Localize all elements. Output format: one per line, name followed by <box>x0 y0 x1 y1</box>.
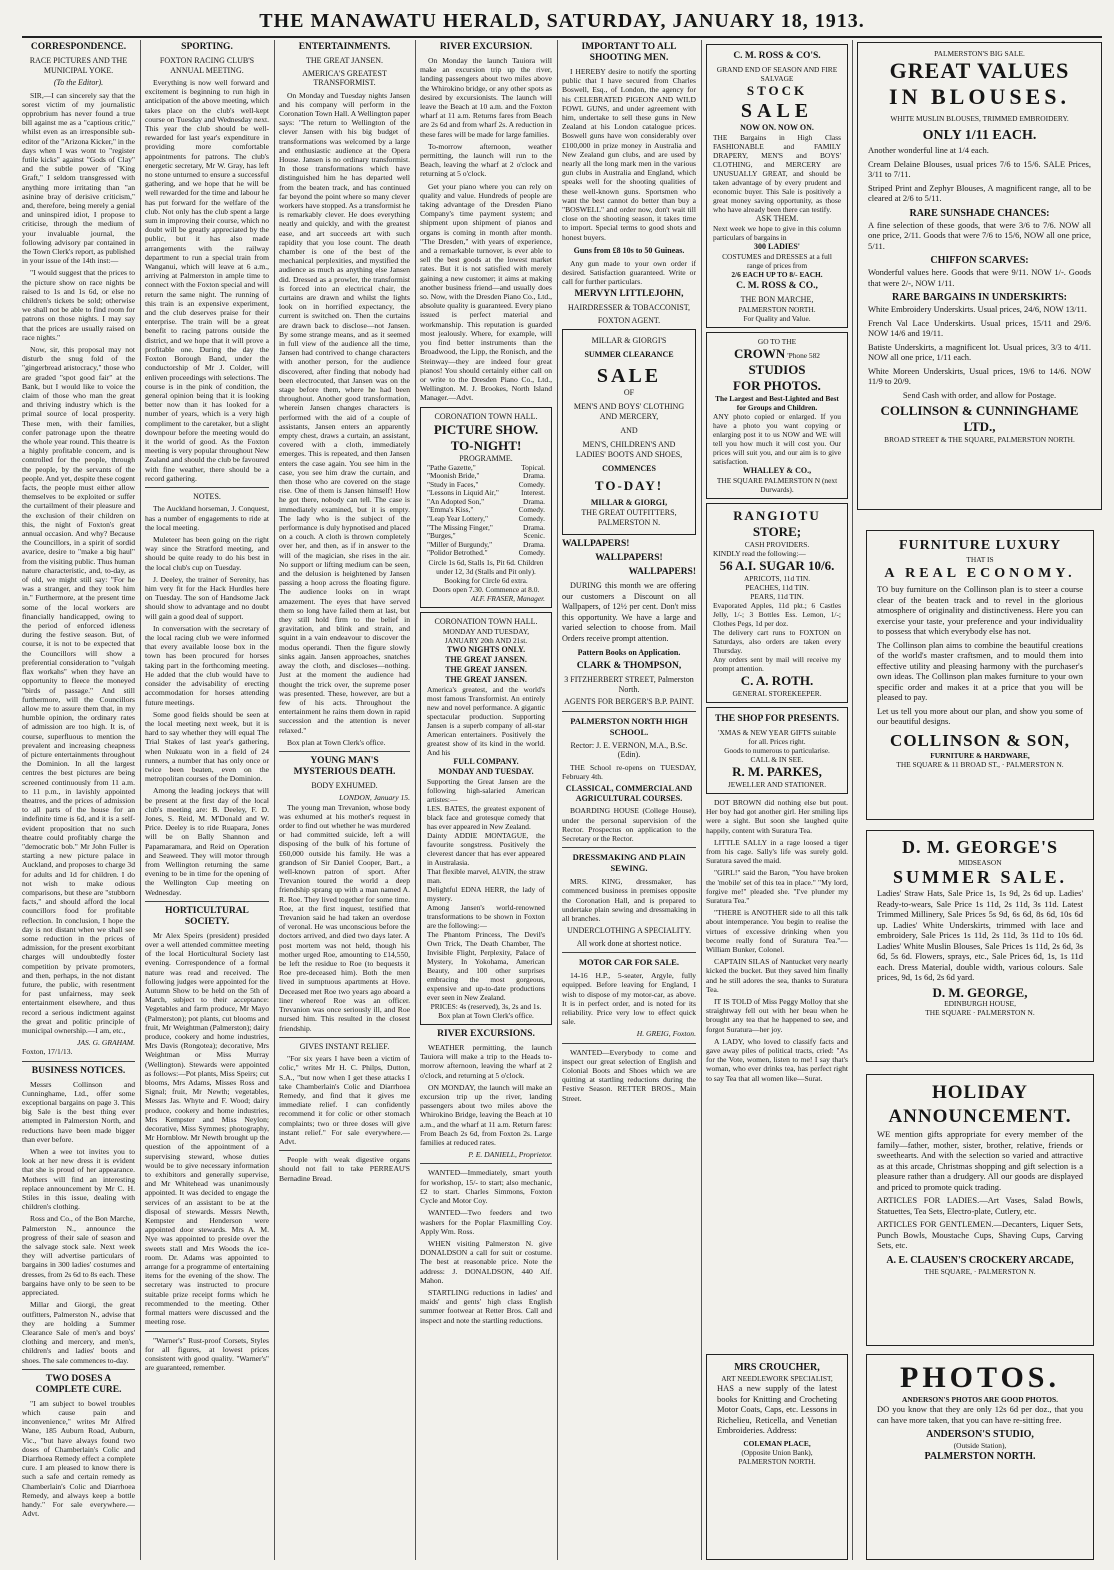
wanted-notice: WANTED—Immediately, smart youth for workshop, 15/- to start; also mechanic, £2 to start. Charles Simmons, Foxton Cycle and Motor Coy. <box>420 1168 552 1206</box>
croucher-advert <box>706 1354 848 1560</box>
rangiotu-signature: C. A. ROTH. <box>740 673 814 688</box>
programme-row <box>427 549 545 558</box>
parkes-advert <box>706 707 848 794</box>
jansen-artists: Dainty ADDIE MONTAGUE, the favourite songstress. Positively the cleverest dancer that has ever appeared in Australasia. <box>427 831 545 868</box>
crown-photos: FOR PHOTOS. <box>733 378 821 393</box>
letter-signature: JAS. G. GRAHAM. <box>77 1038 135 1048</box>
blouse-line: Cream Delaine Blouses, usual prices 7/6 to 15/6. SALE Prices, 3/11 to 7/11. <box>868 158 1091 179</box>
collinson-son-trade: FURNITURE & HARDWARE, <box>930 750 1030 760</box>
rangiotu-paragraph: Any orders sent by mail will receive my prompt attention. <box>713 655 841 673</box>
dressmaking-note: All work done at shortest notice. <box>576 938 682 948</box>
holiday-paragraph: ARTICLES FOR LADIES.—Art Vases, Salad Bowls, Statuettes, Tea Sets, Electro-plate, Cutlery, etc. <box>877 1195 1083 1216</box>
column-rule <box>852 40 853 1560</box>
wanted-notice: WANTED—Two feeders and two washers for the Poplar Flaxmilling Coy. Apply Wm. Ross. <box>420 1208 552 1236</box>
rangiotu-paragraph: Evaporated Apples, 11d pkt.; 6 Castles Jelly, 1/-; 3 Bottles Ess. Lemon, 1/-; Clothes Pegs, 1d per doz. <box>713 601 841 628</box>
section-heading: ENTERTAINMENTS. <box>298 42 391 52</box>
croucher-address: COLEMAN PLACE, <box>743 1438 811 1448</box>
programme-film: "Miller of Burgundy," <box>427 539 493 549</box>
parkes-call: CALL & IN SEE. <box>750 755 804 764</box>
letter-paragraph: SIR,—I can sincerely say that the sorest victim of my journalistic opprobrium has never found a true bill against me as a "captious critic," whilst even as an irresponsible sub-editor of the "Arizona Kicker," in the days when I was wont to "register futile kicks" against "Gods of Clay" and the subtle power of "King Graft," I seldom transgressed with anything more irritating than "an asinine bray of derisive criticism," and, therefore, being merely a genial and uninspired idiot, I propose to criticise, through the medium of your invaluable journal, the following advisory par contained in the Town Clerk's report, as published in your issue of the 14th inst:— <box>22 90 135 266</box>
retter-notice: WANTED—Everybody to come and inspect our great selection of English and Colonial Boots and Shoes which we are quitting at startling reductions during the Festive Season. RETTER BROS., Main Street. <box>562 1047 696 1103</box>
anderson-advert <box>866 1354 1094 1560</box>
relief-heading: GIVES INSTANT RELIEF. <box>299 1041 390 1051</box>
programme-genre: Scenic. <box>523 531 545 541</box>
wanted-notice: WHEN visiting Palmerston N. give DONALDSON a call for suit or costume. The best at reasonable price. Note the address: J. DONALDSON, 440 Alf. Mahon. <box>420 1238 552 1285</box>
ross-range: 2/6 EACH UP TO 8/- EACH. <box>731 270 823 279</box>
picture-show-title: PICTURE SHOW. TO-NIGHT! <box>433 421 539 453</box>
letter-title: RACE PICTURES AND THE MUNICIPAL YOKE. <box>29 56 128 75</box>
wallpaper-address: 3 FITZHERBERT STREET, Palmerston North. <box>564 675 694 694</box>
note-paragraph: In conversation with the secretary of the local racing club we were informed that every available loose box in the town has been procured for horses taking part in the forthcoming meeting. He added that the club would have to consider the advisability of erecting accommodation for horses attending future meetings. <box>145 623 269 707</box>
ross-quality: For Quality and Value. <box>743 314 811 323</box>
jansen-advert <box>420 612 552 1025</box>
rangiotu-name: RANGIOTU <box>733 508 821 523</box>
ross-paragraph: THE Bargains in High Class FASHIONABLE and FAMILY DRAPERY, MEN'S and BOYS' CLOTHING, and MERCERY are UNUSUALLY GREAT, and should be taken advantage of by every prudent and economic buyer. This Sale is positively a great money saving opportunity, as those who have already been there can testify. <box>713 133 841 214</box>
programme-film: "The Missing Finger," <box>427 522 493 532</box>
programme-film: "Moonish Bride," <box>427 471 480 481</box>
picture-manager: ALF. FRASER, Manager. <box>471 594 545 604</box>
suratura-advert: A LADY, who loved to classify facts and gave away piles of political tracts, cried: "As for the Vote, women, listen to me! I say that's woman, who ever drinks tea, has perfect right to say Tea that all women like—Surat. <box>706 1036 848 1083</box>
dressmaking-paragraph: MRS. KING, dressmaker, has commenced business in premises opposite the Coronation Hall, and is prepared to undertake plain sewing and dressmaking in all branches. <box>562 877 696 923</box>
anderson-station: (Outside Station), <box>953 1441 1007 1450</box>
george-name: D. M. GEORGE'S <box>901 837 1058 857</box>
picture-show-advert <box>420 407 552 609</box>
blouse-line: Send Cash with order, and allow for Postage. <box>902 389 1057 400</box>
river-excursion-signature: P. E. DANIELL, Proprietor. <box>468 1150 552 1160</box>
programme-genre: Comedy. <box>518 548 545 558</box>
big-sale-top: PALMERSTON'S BIG SALE. <box>934 49 1025 58</box>
mg-summer: SUMMER CLEARANCE <box>584 350 674 360</box>
motor-car-signature: H. GREIG, Foxton. <box>636 1029 696 1039</box>
dressmaking-speciality: UNDERCLOTHING A SPECIALITY. <box>566 926 692 936</box>
jansen-title: THE GREAT JANSEN. <box>445 665 527 675</box>
photos-sub: ANDERSON'S PHOTOS ARE GOOD PHOTOS. <box>902 1395 1058 1404</box>
column-adverts <box>706 40 848 1560</box>
parkes-paragraph: 'XMAS & NEW YEAR GIFTS suitable for all. Prices right. <box>718 728 836 746</box>
warner-advert: "Warner's" Rust-proof Corsets, Styles for all figures, at lowest prices consistent with good quality. "Warner's" are guaranteed, remember. <box>145 1335 269 1373</box>
rangiotu-cash: CASH PROVIDERS. <box>744 540 810 549</box>
ross-stock: STOCK <box>746 83 808 98</box>
dateline: LONDON, January 15. <box>339 793 410 803</box>
mg-signature-sub: THE GREAT OUTFITTERS, <box>581 508 677 518</box>
article-title: FOXTON RACING CLUB'S ANNUAL MEETING. <box>159 56 255 75</box>
business-notice: Millar and Giorgi, the great outfitters, Palmerston N., advise that they are holding a Summer Clearance Sale of men's and boys' clothing and mercery, and men's, children's and ladies' boots and shoes. The sale commences to-day. <box>22 1300 135 1365</box>
in-blouses: IN BLOUSES. <box>889 84 1070 109</box>
jansen-artists: Supporting the Great Jansen are the following high-salaried American artistes:— <box>427 777 545 805</box>
blouse-line: Wonderful values here. Goods that were 9/11. NOW 1/-. Goods that were 2/-, NOW 1/11. <box>868 267 1091 288</box>
ross-costumes: COSTUMES and DRESSES at a full range of prices from <box>722 252 832 270</box>
agent-name: MERVYN LITTLEJOHN, <box>574 289 684 300</box>
school-rector: Rector: J. E. VERNON, M.A., B.Sc. (Edin). <box>570 740 688 760</box>
hall-name: CORONATION TOWN HALL. <box>434 617 538 627</box>
programme-heading: PROGRAMME. <box>459 453 513 463</box>
mg-sale: SALE <box>596 365 662 388</box>
column-rule <box>274 40 275 1560</box>
jansen-artists: That flexible marvel, ALVIN, the straw man. <box>427 867 545 886</box>
programme-film: "Burges," <box>427 531 456 541</box>
furniture-paragraph: TO buy furniture on the Collinson plan is to steer a course clear of the beaten track and to revel in the glorious atmosphere of originality and distinctiveness. Here you can exercise your taste, your preference and your individuality to possess that which everybody else has not. <box>877 584 1083 636</box>
box-plan-note: Box plan at Town Clerk's office. <box>287 737 386 747</box>
mg-name: MILLAR & GIORGI'S <box>591 336 667 346</box>
shooting-heading: IMPORTANT TO ALL SHOOTING MEN. <box>581 42 677 63</box>
anderson-place: PALMERSTON NORTH. <box>924 1451 1036 1462</box>
business-notice: Messrs Collinson and Cunninghame, Ltd., offer some exceptional bargains on page 3. This big Sale is the best thing ever attempted in Palmerston North, and reductions have been made bigger than ever before. <box>22 1079 135 1144</box>
chiffon-heading: CHIFFON SCARVES: <box>930 255 1029 266</box>
section-heading: RIVER EXCURSION. <box>439 42 533 52</box>
blouse-line: French Val Lace Underskirts. Usual prices, 15/11 and 29/6. NOW 14/6 and 19/11. <box>868 317 1091 338</box>
wallpapers-heading: WALLPAPERS! <box>562 539 630 550</box>
collinson-cunninghame-address: BROAD STREET & THE SQUARE, PALMERSTON NORTH. <box>884 435 1075 444</box>
shooting-paragraph: I HEREBY desire to notify the sporting public that I have secured from Charles Boswell, Esq., of London, the agency for his CELEBRATED PIGEON AND WILD FOWL GUNS, and under agreement with him, undertake to sell these guns in New Zealand at his London catalogue prices. Boswell guns have won considerably over £100,000 in prize money in Australia and New Zealand gun clubs, and are used by nearly all the long mark men in the various gun clubs in Australia and England, which speaks well for the shooting qualities of these well-known guns. Sportsmen who want the best cannot do better than buy a "BOSWELL" and order now, don't wait till close on the shooting season, it takes time to import. Special terms to good shots and honest buyers. <box>562 67 696 242</box>
programme-film: "Leap Year Lottery," <box>427 514 488 524</box>
ross-signature: C. M. ROSS & CO., <box>736 281 818 291</box>
column-rule <box>140 40 141 1560</box>
holiday-advert <box>866 1074 1094 1346</box>
article-paragraph: On Monday the launch Tauiora will make an excursion trip up the river, landing passengers about two miles above the Whirokino bridge, or any other spots as desired by excursionists. The launch will leave the Beach at 10 a.m. and the Foxton wharf at 11 a.m. Returns fares from Beach are 2s 6d and from wharf 2s. A reduction in these fares will be made for large families. <box>420 56 552 139</box>
rangiotu-kindly: KINDLY read the following:— <box>713 549 806 558</box>
letter-addressee: (To the Editor). <box>53 78 104 87</box>
parkes-trade: JEWELLER AND STATIONER. <box>727 780 827 789</box>
great-values: GREAT VALUES <box>889 58 1070 83</box>
suratura-advert: CAPTAIN SILAS of Nantucket very nearly kicked the bucket. But they saved him finally and he still adores the sea, thanks to Suratura Tea. <box>706 957 848 994</box>
section-heading: SPORTING. <box>181 42 233 52</box>
mg-signature: MILLAR & GIORGI, <box>590 498 668 508</box>
blouse-line: Batiste Underskirts, a magnificent lot. Usual prices, 3/3 to 4/11. NOW all one price, 1/11 each. <box>868 341 1091 362</box>
george-advert <box>866 830 1094 1062</box>
programme-film: "Emma's Kiss," <box>427 505 474 515</box>
column-river-excursion <box>420 40 552 1560</box>
crown-signature: WHALLEY & CO., <box>742 466 812 475</box>
suratura-advert: "GIRL!" said the Baron, "You have broken the 'mobile' set of this tea in place." "My lord, forgive me!" pleaded she. "I've plunder my Suratura Tea." <box>706 868 848 906</box>
blouse-line: A fine selection of these goods, that were 3/6 to 7/6. NOW all one price, 2/11. Goods that were 7/6 to 15/6, NOW all one price, 5/11. <box>868 219 1091 251</box>
death-subheading: BODY EXHUMED. <box>311 780 378 790</box>
perreau-advert: People with weak digestive organs should not fail to take PERREAU'S Bernadine Bread. <box>279 1155 410 1183</box>
programme-genre: Interest. <box>520 488 545 498</box>
croucher-opposite: (Opposite Union Bank), <box>741 1447 813 1457</box>
agent-trade: HAIRDRESSER & TOBACCONIST, <box>567 303 691 313</box>
ross-advert <box>706 44 848 328</box>
rangiotu-item: APRICOTS, 11d TIN. <box>743 574 811 583</box>
suratura-advert: "THERE is ANOTHER side to all this talk about intemperance. You begin to realise the virtues of excessive drinking when you become really fond of Suratura Tea."—William Bunker, Colonel. <box>706 908 848 955</box>
motor-car-heading: MOTOR CAR FOR SALE. <box>579 957 679 968</box>
underskirts-heading: RARE BARGAINS IN UNDERSKIRTS: <box>892 292 1067 303</box>
programme-genre: Drama. <box>523 471 545 481</box>
parkes-paragraph: Goods to numerous to particularise. <box>724 746 830 755</box>
croucher-trade: ART NEEDLEWORK SPECIALIST, <box>721 1374 833 1383</box>
note-paragraph: J. Deeley, the trainer of Serenity, has him very fit for the Hack Hurdles here on Tuesday. The son of Handsome Jack should show to advantage and no doubt will gain a good deal of support. <box>145 574 269 621</box>
pattern-books: Pattern Books on Application. <box>577 648 681 658</box>
ross-300: 300 LADIES' <box>753 242 800 251</box>
mg-today: TO-DAY! <box>594 478 664 494</box>
school-boarding: BOARDING HOUSE (College House), under the personal supervision of the Rector. Prospectus on application to the Secretary or the Rector. <box>562 806 696 843</box>
white-muslin: WHITE MUSLIN BLOUSES, TRIMMED EMBROIDERY. <box>890 114 1069 123</box>
george-midseason: MIDSEASON <box>958 858 1002 867</box>
ross-name: C. M. ROSS & CO'S. <box>733 51 821 61</box>
mg-of: OF <box>623 388 635 398</box>
column-sporting <box>145 40 269 1560</box>
croucher-name: MRS CROUCHER, <box>734 1362 820 1373</box>
river-excursion-notice: ON MONDAY, the launch will make an excursion trip up the river, landing passengers about two miles above the Whirokino Bridge, leaving the Beach at 10 a.m., and the wharf at 11 a.m. Return fares: From Beach 2s 6d, from Foxton 2s. Large families at reduced rates. <box>420 1082 552 1148</box>
crown-phone: 'Phone 582 <box>787 351 821 360</box>
school-heading: PALMERSTON NORTH HIGH SCHOOL. <box>570 715 688 737</box>
crown-go: GO TO THE <box>757 337 797 346</box>
crown-studios-advert <box>706 332 848 499</box>
furniture-paragraph: Let us tell you more about our plan, and show you some of our beautiful designs. <box>877 705 1083 726</box>
column-entertainments <box>279 40 410 1560</box>
george-paragraph: Ladies' Straw Hats, Sale Price 1s, 1s 9d, 2s 6d up. Ladies' Ready-to-wears, Sale Price 1s 11d, 2s 11d, 3s 11d. Latest Trimmed Millinery, Sale Prices 5s 9d, 6s 6d, 8s 6d, 10s 6d up. Ladies' White Underskirts, trimmed with lace and embroidery, Sale Prices 1s 11d, 2s 11d, 3s 11d to 10s 6d. Ladies' White Muslin Blouses, Sale Prices 1s 11d, 2s 6d, 3s 6d, 5s 6d. Flowers, sprays, etc., Sale Prices 6d, 1s, 1s 11d each. Dress Material, double width, various colours. Sale prices, 9d, 1s 6d, 2s 6d yard. <box>877 888 1083 982</box>
holiday-heading: HOLIDAY ANNOUNCEMENT. <box>888 1082 1072 1127</box>
mg-line: MEN'S AND BOYS' CLOTHING AND MERCERY, <box>573 402 685 422</box>
river-excursion-notice: WEATHER permitting, the launch Tauiora will make a trip to the Heads to-morrow afternoon, leaving the wharf at 2 o'clock, and returning at 5 o'clock. <box>420 1043 552 1080</box>
george-summer-sale: SUMMER SALE. <box>892 867 1067 887</box>
jansen-title: THE GREAT JANSEN. <box>445 655 527 665</box>
mg-line: MEN'S, CHILDREN'S AND LADIES' BOOTS AND SHOES, <box>575 440 683 460</box>
article-paragraph: On Monday and Tuesday nights Jansen and his company will perform in the Coronation Town Hall. A Wellington paper says: "The return to Wellington of the clever Jansen with his big budget of transformations was welcomed by a large and enthusiastic audience at the Opera House. Jansen is no ordinary transformist. In those transformations which have distinguished him he has departed well from the beaten track, and has continued far beyond the point where so many clever workers have stopped. As a transformist he is remarkably clever. He does everything neatly and quickly, and with the greatest ease, and art succeeds art with such rapidity that you lose count. The death chamber is one of the best of the mechanical perplexities, and mystified the audience as much as anything else Jansen did. Dressed as a prowler, the transformist is forced into an electrical chair, the curtains are drawn and whilst the lights look on in horrified expectancy, the current is switched on. Then the curtains are drawn back to disclose—not Jansen. By some strange means, and as it seemed in full view of the audience all the time, Jansen had contrived to change characters with another person, for the audience discovered, after finding that nobody had been electrocuted, that Jansen was on the stage before them, where he had been throughout. Another good transformation, wherein Jansen changes characters is performed with the aid of a couple of assistants, Jansen enters an apparently empty chest, draws a curtain, an assistant, covered with a cloth, immediately emerges. This is repeated, and then Jansen enters the case again. You see him in the case, you see him draw the curtain, and then those who are covered on the stage rise. One of them is Jansen himself! How he got there, nobody can tell. The case is immediately examined, but it is empty. The lady who is the subject of the performance is duly hypnotised and placed on a couch. A cloth is thrown completely over her, and then, as if in answer to the will of the magician, she rises in the air. No support or lifting medium can be seen, and the delusion is heightened by Jansen passing a hoop across the floating figure. The audience looks on in wrapt amazement. The eyes that have served them so long have failed them at last, but they still hold firm to the belief in gravitation, and blink and strain, and squint in a vain endeavour to discover the modus operandi. Then the figure slowly sinks again. Jansen approaches, snatches away the cloth, and discloses—nothing. Just at the moment the audience had thought the trick over, the supreme poser was presented. These, however, are but a few of his acts. Throughout the entertainment he rains them down in rapid succession and the attention is never relaxed." <box>279 90 410 735</box>
jansen-artists: Delightful EDNA HERR, the lady of mystery. <box>427 885 545 904</box>
crown-paragraph: ANY photo copied or enlarged. If you have a photo you want copying or enlarging post it to us NOW and WE will tell you how much it will cost you. Our prices will suit you, and our aim is to give satisfaction. <box>713 412 841 466</box>
crown-address: THE SQUARE PALMERSTON N (next Durwards). <box>716 476 838 494</box>
furniture-advert <box>866 530 1094 820</box>
crown-studios: STUDIOS <box>748 362 806 377</box>
rangiotu-item: PEARS, 11d TIN. <box>750 592 804 601</box>
horticultural-heading: HORTICULTURAL SOCIETY. <box>165 905 249 927</box>
column-correspondence <box>22 40 135 1560</box>
blouses-advert <box>857 42 1102 510</box>
school-courses: CLASSICAL, COMMERCIAL AND AGRICULTURAL COURSES. <box>565 784 693 803</box>
millar-giorgi-advert <box>562 329 696 535</box>
mg-place: PALMERSTON N. <box>597 518 661 528</box>
ross-now-on: NOW ON. NOW ON. <box>740 123 814 132</box>
section-heading: CORRESPONDENCE. <box>30 42 127 52</box>
river-excursions-heading: RIVER EXCURSIONS. <box>437 1029 535 1040</box>
croucher-place: PALMERSTON NORTH. <box>738 1456 816 1466</box>
hall-name: CORONATION TOWN HALL. <box>434 411 538 421</box>
jansen-two-nights: TWO NIGHTS ONLY. <box>446 645 526 655</box>
article-paragraph: To-morrow afternoon, weather permitting, the launch will run to the Beach, leaving the wharf at 2 o'clock and returning at 5 o'clock. <box>420 141 552 179</box>
letter-place-date: Foxton, 17/1/13. <box>22 1047 73 1057</box>
rangiotu-sugar: 56 A.I. SUGAR 10/6. <box>719 558 835 573</box>
furniture-real-economy: A REAL ECONOMY. <box>884 566 1076 581</box>
blouse-line: White Embroidery Underskirts. Usual prices, 24/6, NOW 13/11. <box>868 304 1087 314</box>
jansen-artists: Among Jansen's world-renowned transformations to be shown in Foxton are the following:— <box>427 903 545 931</box>
jansen-artists: LES. BATES, the greatest exponent of black face and grotesque comedy that has ever appeared in New Zealand. <box>427 804 545 832</box>
suratura-advert: IT IS TOLD of Miss Peggy Molloy that she straightway fell out with her beau when he brought any tea that he happened to see, and forgot Suratura—her joy. <box>706 997 848 1034</box>
gun-prices: Guns from £8 10s to 50 Guineas. <box>573 245 685 255</box>
george-signature: D. M. GEORGE, <box>932 984 1028 1000</box>
george-address: THE SQUARE · PALMERSTON N. <box>925 1007 1035 1017</box>
crown-best: The Largest and Best-Lighted and Best for Groups and Children. <box>715 394 839 412</box>
programme-genre: Comedy. <box>518 479 545 489</box>
furniture-paragraph: The Collinson plan aims to combine the beautiful creations of the world's master craftsmen, and to mould them into effective utility and pleasing harmony with the purchaser's own ideas. The Collinson plan makes furniture to your own specific order and makes it at a price that you will be pleased to pay. <box>877 639 1083 702</box>
ross-line: GRAND END OF SEASON AND FIRE SALVAGE <box>716 65 838 83</box>
note-paragraph: Some good fields should be seen at the local meeting next week, but it is hard to say whether they will equal The Trial Stakes of last year's gathering, when Nukuatu won in a field of 24 runners, a number that has only once or twice been beaten, even on the metropolitan courses of the Dominion. <box>145 709 269 784</box>
programme-genre: Drama. <box>523 522 545 532</box>
letter-paragraph: "I would suggest that the prices to the picture show on race nights be raised to 1s and 1s 6d, or else no children's tickets be sold; otherwise we shall not be able to find room for patrons on those nights. I may say that the prices are usually raised on race nights." <box>22 268 135 342</box>
rangiotu-store: STORE; <box>752 524 802 539</box>
furniture-heading: FURNITURE LUXURY <box>898 538 1062 553</box>
jansen-prices: PRICES: 4s (reserved), 3s, 2s and 1s. <box>430 1002 542 1012</box>
picture-doors: Doors open 7.30. Commence at 8.0. <box>432 585 540 595</box>
masthead: THE MANAWATU HERALD, SATURDAY, JANUARY 18, 1913. <box>22 10 1102 38</box>
jansen-title: THE GREAT JANSEN. <box>445 675 527 685</box>
dressmaking-heading: DRESSMAKING AND PLAIN SEWING. <box>572 852 686 874</box>
ross-sale: SALE <box>740 100 814 122</box>
anderson-name: ANDERSON'S STUDIO, <box>926 1429 1034 1440</box>
shooting-paragraph: Any gun made to your own order if desired. Satisfaction guaranteed. Write or call for further particulars. <box>562 258 696 287</box>
business-notice: When a wee tot invites you to look at her new dress it is evident that she is proud of her appearance. Mothers will find an interesting replace announcement by Mr C. H. Stiles in this issue, dealing with children's clothing. <box>22 1147 135 1212</box>
jansen-full-company: FULL COMPANY. <box>453 757 519 767</box>
furniture-that-is: THAT IS <box>966 555 994 564</box>
only-price: ONLY 1/11 EACH. <box>922 128 1037 143</box>
horticultural-paragraph: Mr Alex Speirs (president) presided over a well attended committee meeting of the local Horticultural Society last evening. Correspondence of a formal nature was read and received. The following judges were appointed for the Autumn Show to be held on the 5th of March, subject to their acceptance: Vegetables and farm produce, Mr Mayo (Palmerston); pot plants, cut blooms and fruit, Mr Weightman (Palmerston); dairy produce, cookery and home industries, Mrs Davis (Rongotea); decorative, Mrs Weightman or Miss Murray (Wellington). Stewards were appointed as follows:—Pot plants, Miss Speirs; cut blooms, Mrs Adams, Misses Ross and Signal; fruit, Mr Newth; vegetables, Messrs Jas. Whyte and F. Wood; dairy produce, cookery and home industries, Mrs Kempster and Miss Neylon; decorative, Miss Symmes; photography, Mr Hornblow. Mr Newth brought up the question of the appointment of a supervising steward, whose duties would be to give necessary information to exhibitors and generally supervise, and Mr Whitehead was unanimously appointed. It was decided to engage the services of an assistant to be at the disposal of stewards. Messrs Newth, Kempster and Henderson were appointed door stewards. Mrs A. M. Nye was appointed to preside over the sweets stall and Mrs Woods the ice-room. Dr. Adams was appointed to arrange for a programme of entertaining items for the evening of the show. The secretary was instructed to procure suitable prize receipt forms which he recommended to the meeting. Other formal matters were discussed and the meeting rose. <box>145 930 269 1327</box>
jansen-box-plan: Box plan at Town Clerk's office. <box>438 1011 534 1021</box>
notes-heading: NOTES. <box>193 491 221 501</box>
programme-film: "Polidor Betrothed." <box>427 548 488 558</box>
column-rule <box>557 40 558 1560</box>
rangiotu-item: PEACHES, 11d TIN. <box>745 583 809 592</box>
death-paragraph: The young man Trevanion, whose body was exhumed at his mother's request in order to find out whether he was murdered or had committed suicide, left a will disposing of the bulk of his fortune of £60,000 outside his family. He was a grandson of Sir Daniel Cooper, Bart., a well-known patron of sport. After Trevanion toured the world a deep friendship sprang up with a man named A. R. Roe. They lived together for some time. Roe, at the first inquest, testified that Trevanion said he had taken an overdose of veronal. He was unconscious before the doctors arrived, and died two days later. A post mortem was not held, though his mother urged Roe, amounting to £14,550, be left the residue to Roe (to bequests it Roe pre-deceased him). Both the men lived in sumptuous apartments at Hove. Deceased met Roe two years ago aboard a liner whereof Roe was an officer. Trevanion was once seriously ill, and Roe nursed him. This resulted in the closest friendship. <box>279 802 410 1033</box>
article-title: THE GREAT JANSEN. <box>306 56 383 65</box>
ross-paragraph: Next week we hope to give in this column particulars of bargains in <box>713 224 841 242</box>
wallpapers-heading: WALLPAPERS! <box>628 567 696 578</box>
business-heading: BUSINESS NOTICES. <box>31 1065 126 1076</box>
column-shooting-men <box>562 40 696 1560</box>
jansen-description: America's greatest, and the world's most famous Transformist. An entirely new and novel performance. A gigantic spectacular production. Supporting Jansen is a superb company of all-star American entertainers. Positively the greatest show of its kind in the world. And his <box>427 685 545 758</box>
holiday-paragraph: ARTICLES FOR GENTLEMEN.—Decanters, Liquer Sets, Punch Bowls, Moustache Cups, Shaving Cups, Carving Sets, etc. <box>877 1219 1083 1250</box>
note-paragraph: Muleteer has been going on the right way since the Stratford meeting, and should be quite ready to do his best in the local club's cup on Tuesday. <box>145 535 269 572</box>
note-paragraph: The Auckland horseman, J. Conquest, has a number of engagements to ride at the local meeting. <box>145 504 269 532</box>
death-heading: YOUNG MAN'S MYSTERIOUS DEATH. <box>293 755 396 777</box>
article-subtitle: AMERICA'S GREATEST TRANSFORMIST. <box>302 68 387 87</box>
photos-paragraph: DO you know that they are only 12s 6d per doz., that you can have more taken, that you can have re-sitting free. <box>877 1404 1083 1425</box>
school-paragraph: THE School re-opens on TUESDAY, February 4th. <box>562 762 696 782</box>
george-house: EDINBURGH HOUSE, <box>944 998 1016 1008</box>
wanted-notice: STARTLING reductions in ladies' and maids' and gents' high class English summer footwear at Retter Bros. Call and inspect and note the startling reductions. <box>420 1287 552 1325</box>
clausen-address: THE SQUARE, · PALMERSTON N. <box>924 1266 1036 1276</box>
croucher-paragraph: HAS a new supply of the latest books for Knitting and Crocheting Motor Coats, Caps, etc. Lessons in Richelieu, Reticella, and Venetian Embroideries. Address: <box>717 1383 837 1435</box>
blouse-line: White Moreen Underskirts, Usual prices, 19/6 to 14/6. NOW 11/9 to 20/9. <box>868 365 1091 386</box>
cure-paragraph: "I am subject to bowel troubles which cause pain and inconvenience," writes Mr Alfred Wane, 185 Auburn Road, Auburn, Vic., "but have always found two doses of Chamberlain's Colic and Diarrhoea Remedy effect a complete cure. I am pleased to know there is such a safe and certain remedy as Chamberlain's Colic and Diarrhoea Remedy, and always keep a bottle handy." For sale everywhere.—Advt. <box>22 1398 135 1519</box>
suratura-advert: LITTLE SALLY in a rage loosed a tiger from his cage. Sally's life was surely gold. Suratura saved the maid. <box>706 837 848 866</box>
parkes-name: R. M. PARKES, <box>732 764 822 779</box>
wallpapers-paragraph: DURING this month we are offering our customers a Discount on all Wallpapers, of 12½ per cent. Don't miss this opportunity. We have a large and varied selection to choose from. Mail Orders receive prompt attention. <box>562 581 696 643</box>
column-rule <box>701 40 702 1560</box>
letter-paragraph: Now, sir, this proposal may not disturb the snug fold of the "gingerbread aristocracy," those who are graded "spot good fair" at the Bank, but I would like to voice the claim of those who man the great and thriving industry which is the primal source of local prosperity. These men, with their families, confer patronage upon the theatre the whole year round. This theatre is a highly profitable concern, and is controlled for the people, through the people, by the servants of the people. And yet, despite these cogent facts, the people must either allow themselves to be exploited or suffer the curtailment of their pleasure and the exclusion of their children on this, the night of Foxton's great annual occasion. And why? Because the Councillors, in a spirit of sordid avarice, desire to "make a big haul" from the visiting public. Thus human nature characteristic, and, to-day, as of old, we might still say: "For he was a stranger, and they took him in." Furthermore, at the present time some of the local workers are financially handicapped, owing to the period of enforced idleness during the festive season. But, of course, it is not to be expected that the Councillors will show a preferential consideration to "vulgah flax workahs" when they have an opportunity to fleece the moneyed "birds of passage." And still furthermore, will the Councillors allow me to assure them that, in my humble opinion, the ordinary rates of admission are too high. It is, of course, superfluous to mention the prevalent and increasing cheapness of picture entertainments throughout the Dominion. In all the largest centres the best pictures are being screened continuously from 11 a.m. to 11 p.m., in lavishly appointed theatres, and the prices of admission to all parts of the house for an indefinite time is 6d, and it is a self-evident proposition that no such theatre could profitably charge the "democratic bob." Mr John Fuller is starting a new picture palace in Auckland, and proposes to charge 3d for adults and 1d for children. I do not wish to make odious comparisons, but these are "stubborn facts," and should afford the local councillors food for profitable reflection. In conclusion, I hope the day is not distant when we shall see some reduction in the prices of admission, for the present exorbitant charges will undoubtedly foster competition by private promoters, and then, perhaps, in the not distant future, the public, with resentment for past unfairness, may seek entertainment elsewhere, and thus record a serious indictment against the great and politic principle of municipal ownership.—I am, etc., <box>22 344 135 1036</box>
motor-car-paragraph: 14-16 H.P., 5-seater, Argyle, fully equipped. Before leaving for England, I wish to dispose of my motor-car, as above. It is in perfect order, and is noted for its reliability. Price very low to effect quick sale. <box>562 971 696 1027</box>
blouse-line: Striped Print and Zephyr Blouses, A magnificent range, all to be cleared at 2/6 to 5/11. <box>868 182 1091 203</box>
column-rule <box>415 40 416 1560</box>
programme-genre: Drama. <box>523 496 545 506</box>
agent-place: FOXTON AGENT. <box>597 315 661 325</box>
programme-genre: Topical. <box>521 462 545 472</box>
collinson-son-name: COLLINSON & SON, <box>890 730 1070 750</box>
relief-paragraph: "For six years I have been a victim of colic," writes Mr H. C. Philps, Dutton, S.A., "but now when I get these attacks I take Chamberlain's Colic and Diarrhoea Remedy, and find that it gives me immediate relief. I can confidently recommend it for colic or other stomach complaints; two or three doses will give instant relief." For sale everywhere.—Advt. <box>279 1054 410 1147</box>
photos-heading: PHOTOS. <box>900 1361 1060 1394</box>
jansen-artists: The Phantom Princess, The Devil's Own Trick, The Death Chamber, The Invisible Flight, Perplexity, Palace of Mystery, In Yokohama, American Beauty, and 100 other surprises embracing the most gorgeous, expensive and up-to-date productions ever seen in New Zealand. <box>427 930 545 1003</box>
programme-table <box>427 464 545 559</box>
note-paragraph: Among the leading jockeys that will be present at the first day of the local club's meeting are: B. Deeley, F. D. Jones, S. Reid, M. M'Donald and W. Price. Deeley is to ride Ruapara, Jones will be on Bally Shannon and Papamaramara, and Reid on Operation and Seaweed. They will motor through from Wellington returning the same evening to be in time for the opening of the Wellington Cup meeting on Wednesday. <box>145 786 269 897</box>
holiday-paragraph: WE mention gifts appropriate for every member of the family—father, mother, sister, brother, relative, friends or sweethearts. And with the selection so varied and attractive as at this arcade, Christmas shopping and gift selection is a pleasure rather than a drudgery. All our goods are displayed and priced to promote quick trading. <box>877 1129 1083 1192</box>
wallpapers-heading: WALLPAPERS! <box>595 553 663 564</box>
rangiotu-advert <box>706 503 848 703</box>
wallpaper-firm: CLARK & THOMPSON, <box>576 661 682 672</box>
programme-genre: Comedy. <box>518 514 545 524</box>
programme-film: "Lessons in Liquid Air," <box>427 488 499 498</box>
article-paragraph: Everything is now well forward and excitement is beginning to run high in anticipation of the above meeting, which takes place on the club's well-kept course on Tuesday and Wednesday next. This year the club should be well-rewarded for last year's expenditure in providing more comfortable appointments for patrons. The club's energetic secretary, Mr W. Gray, has left no stone unturned to ensure a successful gathering, and we hope that he will be well rewarded for the time and labour he has put forward for the welfare of the club. Not only has the club spent a large sum in improving their course, which no doubt will be greatly appreciated by the public, but it has also made arrangements with the railway department to run a special train from Wanganui, which will leave at 6 a.m., arriving at Palmerston in ample time to connect with the Foxton special and will return the same night. The running of this train is an expensive experiment, and the club deserves praise for their enterprise. The train will be a great benefit to racing patrons outside the district, and we hope that it will prove a profitable one. During the day the Foxton Borough Band, under the conductorship of Mr J. Colder, will enliven proceedings with selections. The course is in the pink of condition, the general opinion being that it is looking better now than it has looked for a number of years, which is a very high compliment to the caretaker, but a slight downpour before the meeting would do it the world of good. As the Foxton meeting is very popular throughout New Zealand and should the club be favoured with fine weather, there should be a record gathering. <box>145 78 269 483</box>
programme-film: "Pathe Gazette," <box>427 462 476 472</box>
business-notice: Ross and Co., of the Bon Marche, Palmerston N., announce the progress of their sale of season and the salvage stock sale. Next week they will advertise particulars of bargains in 300 ladies' costumes and dresses, from 2s 6d to 8s each. These bargains have only to be seen to be appreciated. <box>22 1214 135 1298</box>
clausen-name: A. E. CLAUSEN'S CROCKERY ARCADE, <box>886 1254 1074 1266</box>
cure-heading: TWO DOSES A COMPLETE CURE. <box>35 1373 122 1395</box>
ross-bon-marche: THE BON MARCHE, <box>740 295 814 304</box>
picture-prices: Circle 1s 6d, Stalls 1s, Pit 6d. Children under 12, 3d (Stalls and Pit only). Booking for Circle 6d extra. <box>428 558 544 586</box>
ross-place: PALMERSTON NORTH. <box>738 305 816 314</box>
ross-ask: ASK THEM. <box>755 214 799 223</box>
suratura-advert: DOT BROWN did nothing else but pout. Her boy had got another girl. Her smiling lips were a sight. But soon she laughed quite happily, content with Suratura Tea. <box>706 798 848 835</box>
crown-name: CROWN <box>733 346 786 361</box>
programme-genre: Comedy. <box>518 505 545 515</box>
jansen-dates: MONDAY AND TUESDAY, JANUARY 20th AND 21st. <box>442 627 530 646</box>
mg-and: AND <box>620 426 638 436</box>
parkes-heading: THE SHOP FOR PRESENTS. <box>714 714 840 724</box>
programme-genre: Drama. <box>523 539 545 549</box>
piano-advert: Get your piano where you can rely on quality and value. Hundreds of people are taking advantage of the Dresden Piano Company's time payment system; and shipment upon shipment of pianos and organs is coming in month after month. "The Dresden," with years of experience, and a remarkable turnover, is ever able to sell the best goods at the lowest market rates. But it is not satisfied with merely gaining a new customer; it aims at making another business friend—and usually does so. Now, with the Dresden Piano Co., Ltd., absolute quality is guaranteed. Every piano issued is perfect material and workmanship. This reputation is guarded most jealously. Where, for example, will you find better instruments than the Broadwood, the Lipp, the Ronisch, and the Steinway—they are indeed four great pianos! You should certainly either call on or write to the Dresden Piano Co., Ltd., Wellington. M. J. Brookes, North Island Manager.—Advt. <box>420 181 552 403</box>
collinson-son-address: THE SQUARE & 11 BROAD ST., · PALMERSTON N. <box>896 759 1064 769</box>
sunshade-heading: RARE SUNSHADE CHANCES: <box>909 207 1050 219</box>
wallpaper-agents: AGENTS FOR BERGER'S B.P. PAINT. <box>564 697 694 707</box>
programme-film: "Study in Faces," <box>427 479 479 489</box>
programme-film: "An Adopted Son," <box>427 496 485 506</box>
mg-commences: COMMENCES <box>602 464 656 474</box>
rangiotu-title: GENERAL STOREKEEPER. <box>732 689 822 698</box>
rangiotu-paragraph: The delivery cart runs to FOXTON on Saturdays, also orders are taken every Thursday. <box>713 628 841 655</box>
collinson-cunninghame-name: COLLINSON & CUNNINGHAME LTD., <box>880 403 1079 434</box>
jansen-monday-tuesday: MONDAY AND TUESDAY. <box>438 767 534 777</box>
blouse-line: Another wonderful line at 1/4 each. <box>868 145 989 155</box>
